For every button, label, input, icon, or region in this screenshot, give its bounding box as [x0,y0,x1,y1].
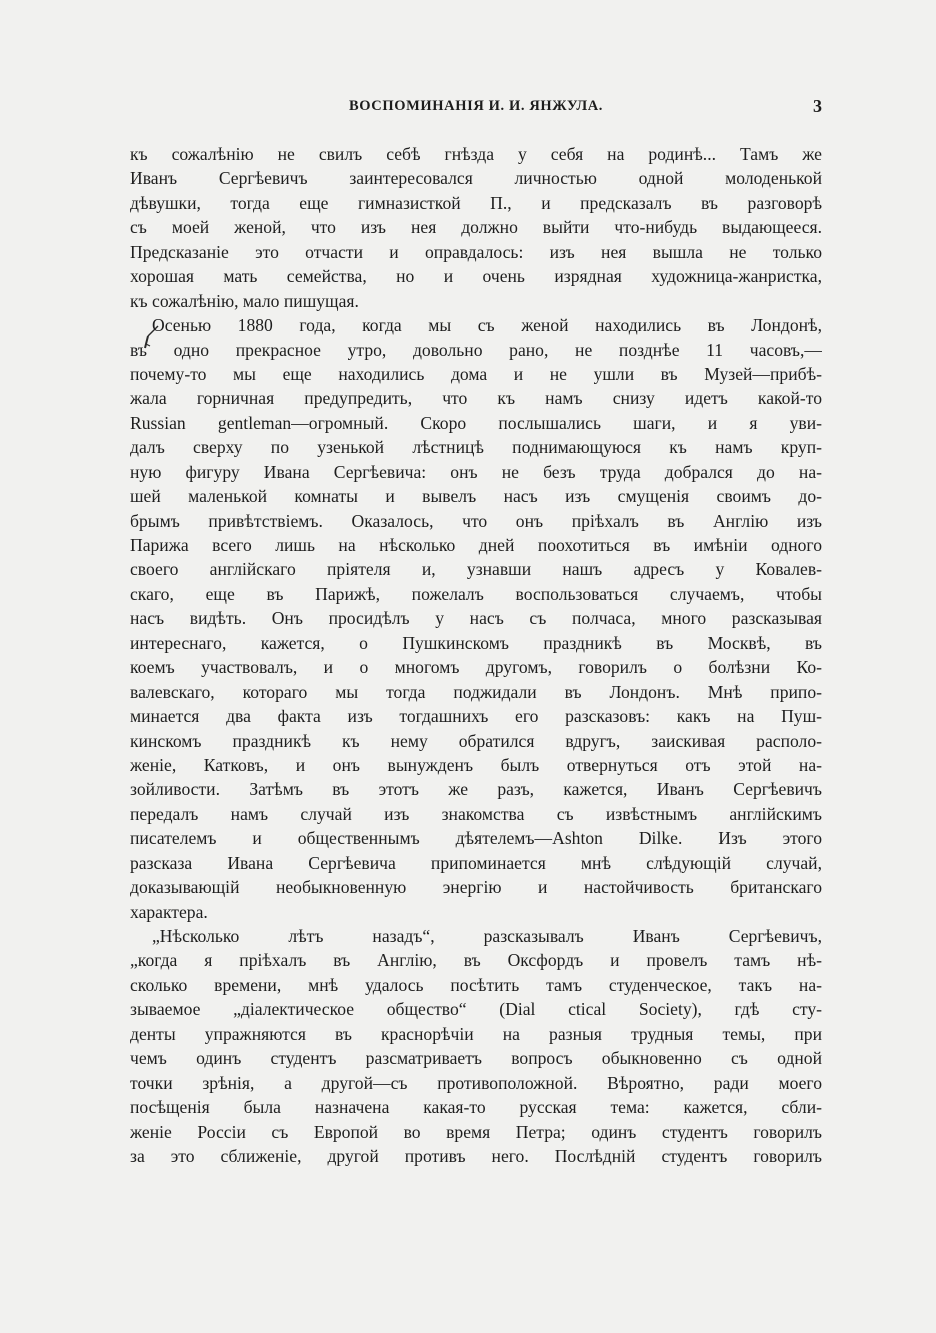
text-line: почему-то мы еще находились дома и не ушли въ Музей—прибѣ- [130,363,822,384]
text-line: шей маленькой комнаты и вывелъ насъ изъ смущенія своимъ до- [130,486,822,507]
text-line: характера. [130,901,208,922]
text-line: Предсказаніе это отчасти и оправдалось: изъ нея вышла не только [130,241,822,262]
text-line: за это сближеніе, другой противъ него. Послѣдній студентъ говорилъ [130,1145,822,1166]
text-line: жала горничная предупредить, что къ намъ снизу идетъ какой-то [130,388,822,409]
text-line: къ сожалѣнію, мало пишущая. [130,290,359,311]
page-number: 3 [813,96,822,116]
text-line: сколько времени, мнѣ удалось посѣтить тамъ студенческое, такъ на- [130,974,822,995]
text-line: „когда я пріѣхалъ въ Англію, въ Оксфордъ и провелъ тамъ нѣ- [130,950,822,971]
text-line: Russian gentleman—огромный. Скоро послышались шаги, и я уви- [130,412,822,433]
text-line: зойливости. Затѣмъ въ этотъ же разъ, кажется, Иванъ Сергѣевичъ [130,779,822,800]
text-line: хорошая мать семейства, но и очень изрядная художница-жанристка, [130,266,822,287]
text-line: денты упражняются въ краснорѣчіи на разныя трудныя темы, при [130,1023,822,1044]
text-line: дѣвушки, тогда еще гимназисткой П., и предсказалъ въ разговорѣ [130,192,822,213]
text-line: „Нѣсколько лѣтъ назадъ“, разсказывалъ Иванъ Сергѣевичъ, [152,926,822,946]
text-line: интереснаго, кажется, о Пушкинскомъ праздникѣ въ Москвѣ, въ [130,632,822,653]
text-line: зываемое „діалектическое общество“ (Dial ctical Society), гдѣ сту- [130,999,822,1020]
text-line: женіе Россіи съ Европой во время Петра; одинъ студентъ говорилъ [130,1121,822,1142]
text-line: кинскомъ праздникѣ къ нему обратился вдругъ, заискивая располо- [130,730,822,751]
body-text [130,142,822,1168]
text-line: посѣщенія была назначена какая-то русская тема: кажется, сбли- [130,1097,822,1118]
text-line: передалъ намъ случай изъ знакомства съ извѣстнымъ англійскимъ [130,803,822,824]
text-line: доказывающій необыкновенную энергію и настойчивость британскаго [130,877,822,898]
page-header [130,98,822,122]
text-line: далъ сверху по узенькой лѣстницѣ поднимающуюся къ намъ круп- [130,437,822,458]
text-line: коемъ участвовалъ, и о многомъ другомъ, говорилъ о болѣзни Ко- [130,657,822,678]
text-line: съ моей женой, что изъ нея должно выйти что-нибудь выдающееся. [130,217,822,238]
text-line: женіе, Катковъ, и онъ вынужденъ былъ отвернуться отъ этой на- [130,754,822,775]
text-line: брымъ привѣтствіемъ. Оказалось, что онъ пріѣхалъ въ Англію изъ [130,510,822,531]
running-title: ВОСПОМИНАНІЯ И. И. ЯНЖУЛА. [348,98,604,114]
text-line: къ сожалѣнію не свилъ себѣ гнѣзда у себя на родинѣ... Тамъ же [130,144,822,164]
text-line: точки зрѣнія, а другой—съ противоположной. Вѣроятно, ради моего [130,1072,822,1093]
text-line: Осенью 1880 года, когда мы съ женой находились въ Лондонѣ, [152,315,822,336]
text-line: ную фигуру Ивана Сергѣевича: онъ не безъ труда добрался до на- [130,461,822,482]
text-line: валевскаго, котораго мы тогда поджидали въ Лондонъ. Мнѣ припо- [130,681,822,702]
text-line: въ одно прекрасное утро, довольно рано, не позднѣе 11 часовъ,— [130,339,822,360]
text-line: Иванъ Сергѣевичъ заинтересовался личностью одной молоденькой [130,168,822,189]
text-line: минается два факта изъ тогдашнихъ его разсказовъ: какъ на Пуш- [130,706,822,727]
text-line: Парижа всего лишь на нѣсколько дней поохотиться въ имѣніи одного [130,535,822,555]
text-line: писателемъ и общественнымъ дѣятелемъ—Ashton Dilke. Изъ этого [130,828,822,849]
text-line: чемъ одинъ студентъ разсматриваетъ вопросъ обыкновенно съ одной [130,1048,822,1069]
text-line: насъ видѣть. Онъ просидѣлъ у насъ съ полчаса, много разсказывая [130,608,822,629]
text-line: разсказа Ивана Сергѣевича припоминается мнѣ слѣдующій случай, [130,852,822,873]
text-line: своего англійскаго пріятеля и, узнавши нашъ адресъ у Ковалев- [130,559,822,580]
text-line: скаго, еще въ Парижѣ, пожелалъ воспользоваться случаемъ, чтобы [130,583,822,604]
